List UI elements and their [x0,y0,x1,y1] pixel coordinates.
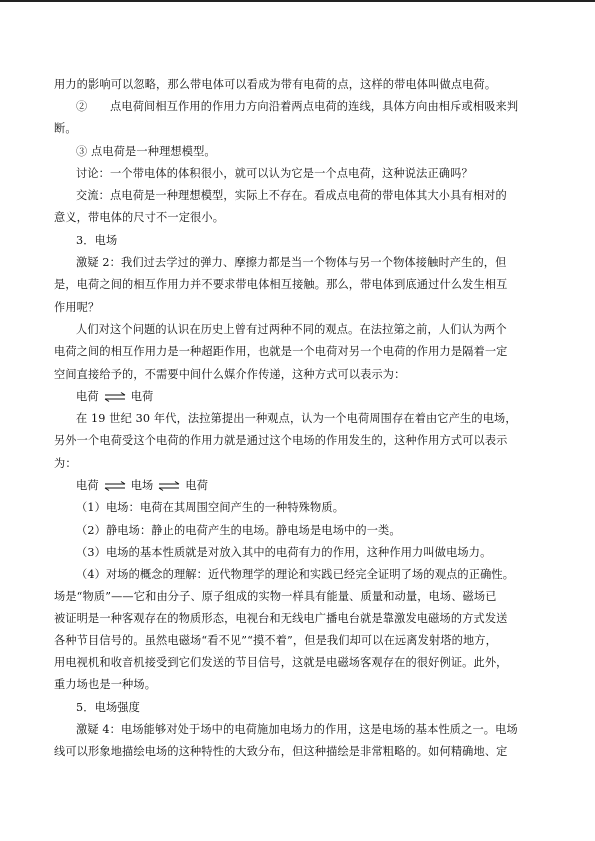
text-line: 重力场也是一种场。 [54,678,157,691]
text-line: 电荷之间的相互作用力是一种超距作用，也就是一个电荷对另一个电荷的作用力是隔着一定 [54,345,508,358]
list-item: （3）电场的基本性质就是对放入其中的电荷有力的作用，这种作用力叫做电场力。 [76,546,492,559]
double-arrow-icon [103,392,127,402]
text-line: 另外一个电荷受这个电荷的作用力就是通过这个电场的作用发生的，这种作用方式可以表示 [54,434,508,447]
list-item: （1）电场：电荷在其周围空间产生的一种特殊物质。 [76,501,345,514]
text-line: 讨论：一个带电体的体积很小，就可以认为它是一个点电荷，这种说法正确吗？ [76,167,473,180]
text-line: 意义，带电体的尺寸不一定很小。 [54,211,225,224]
text-line: 人们对这个问题的认识在历史上曾有过两种不同的观点。在法拉第之前，人们认为两个 [76,323,507,336]
double-arrow-icon [103,481,127,491]
text-line: 被证明是一种客观存在的物质形态，电视台和无线电广播电台就是靠激发电磁场的方式发送 [54,612,508,625]
text-line: 作用呢？ [54,301,100,314]
double-arrow-icon [157,481,181,491]
interaction-diagram-direct [76,390,153,404]
text-line: 为： [54,457,77,470]
list-item: （4）对场的概念的理解：近代物理学的理论和实践已经完全证明了场的观点的正确性。 [76,568,515,581]
text-line: 各种节目信号的。虽然电磁场“看不见”“摸不着”，但是我们却可以在远离发射塔的地方， [54,634,497,647]
text-line: ② 点电荷间相互作用的作用力方向沿着两点电荷的连线，具体方向由相斥或相吸来判 [76,100,519,113]
text-line: ③ 点电荷是一种理想模型。 [76,145,216,158]
text-line: 用电视机和收音机接受到它们发送的节目信号，这就是电磁场客观存在的很好例证。此外， [54,656,508,669]
diagram-field: 电场 [130,479,154,492]
text-line: 在 19 世纪 30 年代，法拉第提出一种观点，认为一个电荷周围存在着由它产生的电场， [76,412,517,425]
text-line: 线可以形象地描绘电场的这种特性的大致分布，但这种描绘是非常粗略的。如何精确地、定 [54,745,508,758]
text-line: 场是“物质”——它和由分子、原子组成的实物一样具有能量、质量和动量，电场、磁场已 [54,590,497,603]
text-line: 激疑 2：我们过去学过的弹力、摩擦力都是当一个物体与另一个物体接触时产生的，但 [76,256,507,269]
text-line: 用力的影响可以忽略，那么带电体可以看成为带有电荷的点，这样的带电体叫做点电荷。 [54,78,497,91]
section-heading: 5．电场强度 [76,701,140,714]
diagram-charge-right: 电荷 [185,479,209,492]
diagram-charge-left: 电荷 [76,479,99,492]
text-line: 是，电荷之间的相互作用力并不要求带电体相互接触。那么，带电体到底通过什么发生相互 [54,278,508,291]
text-line: 激疑 4：电场能够对处于场中的电荷施加电场力的作用，这是电场的基本性质之一。电场 [76,723,518,736]
interaction-diagram-field [76,479,208,493]
text-line: 空间直接给予的，不需要中间什么媒介作传递，这种方式可以表示为： [54,368,406,381]
diagram-charge-left: 电荷 [76,390,99,403]
text-line: 断。 [54,122,77,135]
diagram-charge-right: 电荷 [130,390,154,403]
section-heading: 3．电场 [76,234,118,247]
text-line: 交流：点电荷是一种理想模型，实际上不存在。看成点电荷的带电体其大小具有相对的 [76,189,507,202]
list-item: （2）静电场：静止的电荷产生的电场。静电场是电场中的一类。 [76,524,401,537]
